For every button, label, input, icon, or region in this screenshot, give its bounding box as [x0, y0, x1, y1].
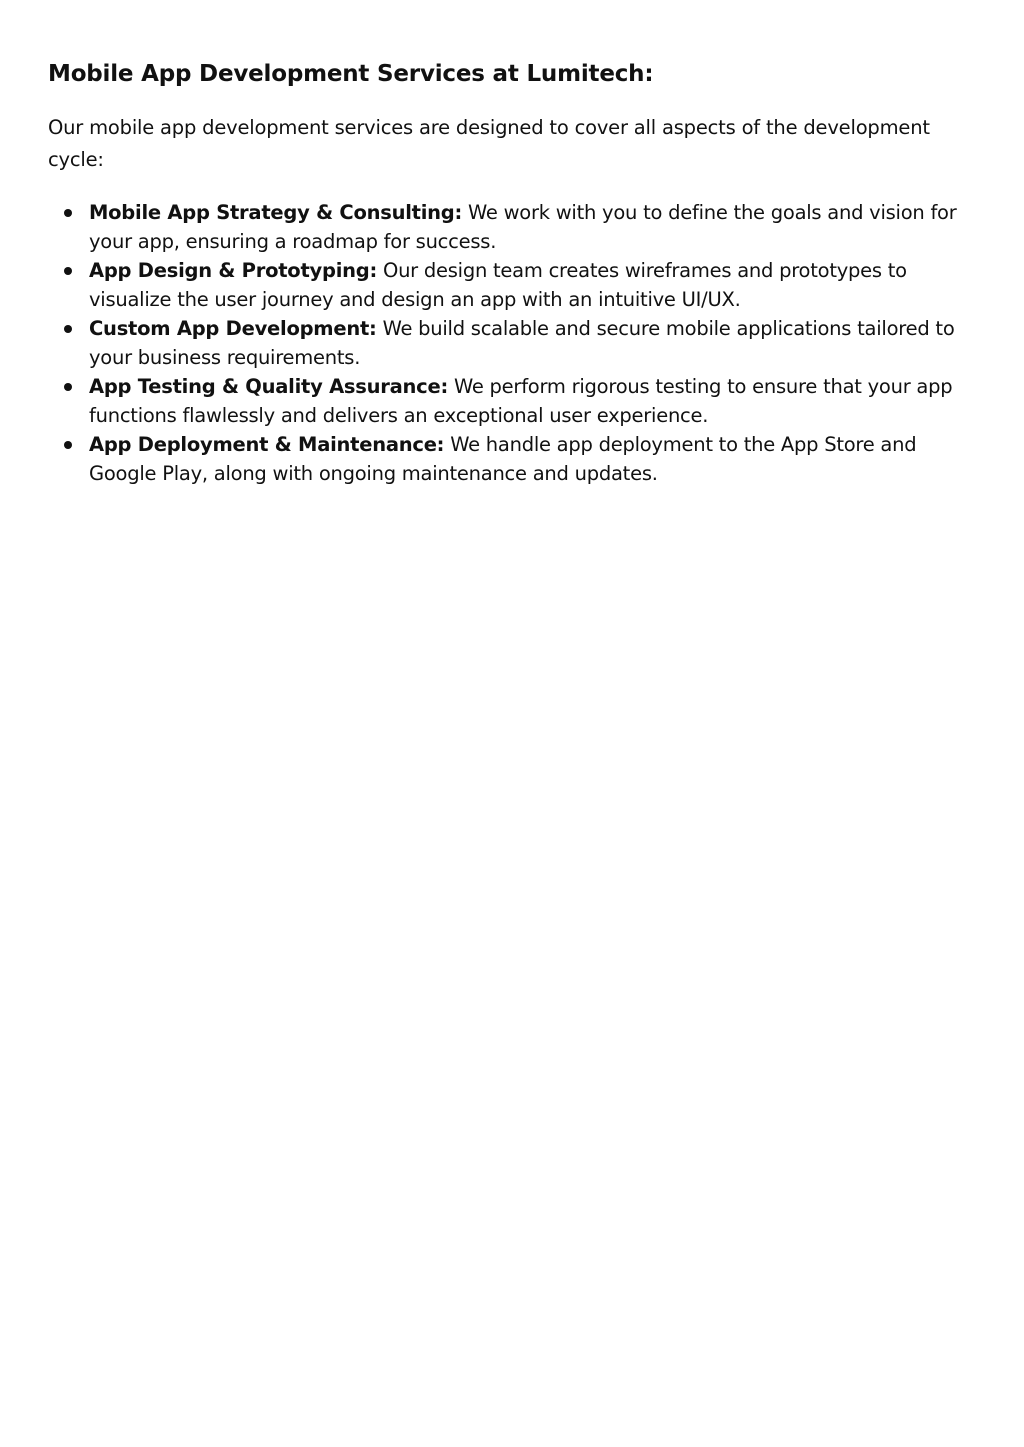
- bullet-icon: [64, 209, 72, 217]
- service-description: We handle app deployment to the App Store and Google Play, along with ongoing maintenance and updates.: [89, 433, 917, 485]
- services-list: [48, 198, 976, 488]
- service-item-testing: [48, 372, 979, 430]
- service-title: Custom App Development:: [89, 317, 377, 340]
- service-description: We work with you to define the goals and vision for your app, ensuring a roadmap for success.: [89, 201, 957, 253]
- service-description: Our design team creates wireframes and prototypes to visualize the user journey and design an app with an intuitive UI/UX.: [89, 259, 907, 311]
- service-title: App Testing & Quality Assurance:: [89, 375, 449, 398]
- page-title: Mobile App Development Services at Lumitech:: [48, 61, 654, 87]
- service-description: We build scalable and secure mobile applications tailored to your business requirements.: [89, 317, 955, 369]
- service-item-strategy: [48, 198, 979, 256]
- service-description: We perform rigorous testing to ensure that your app functions flawlessly and delivers an exceptional user experience.: [89, 375, 953, 427]
- service-title: App Deployment & Maintenance:: [89, 433, 445, 456]
- bullet-icon: [64, 441, 72, 449]
- service-item-development: [48, 314, 979, 372]
- service-item-deployment: [48, 430, 979, 488]
- bullet-icon: [64, 267, 72, 275]
- service-item-design: [48, 256, 979, 314]
- service-title: Mobile App Strategy & Consulting:: [89, 201, 463, 224]
- bullet-icon: [64, 325, 72, 333]
- service-title: App Design & Prototyping:: [89, 259, 378, 282]
- intro-paragraph: Our mobile app development services are designed to cover all aspects of the development cycle:: [48, 116, 930, 171]
- bullet-icon: [64, 383, 72, 391]
